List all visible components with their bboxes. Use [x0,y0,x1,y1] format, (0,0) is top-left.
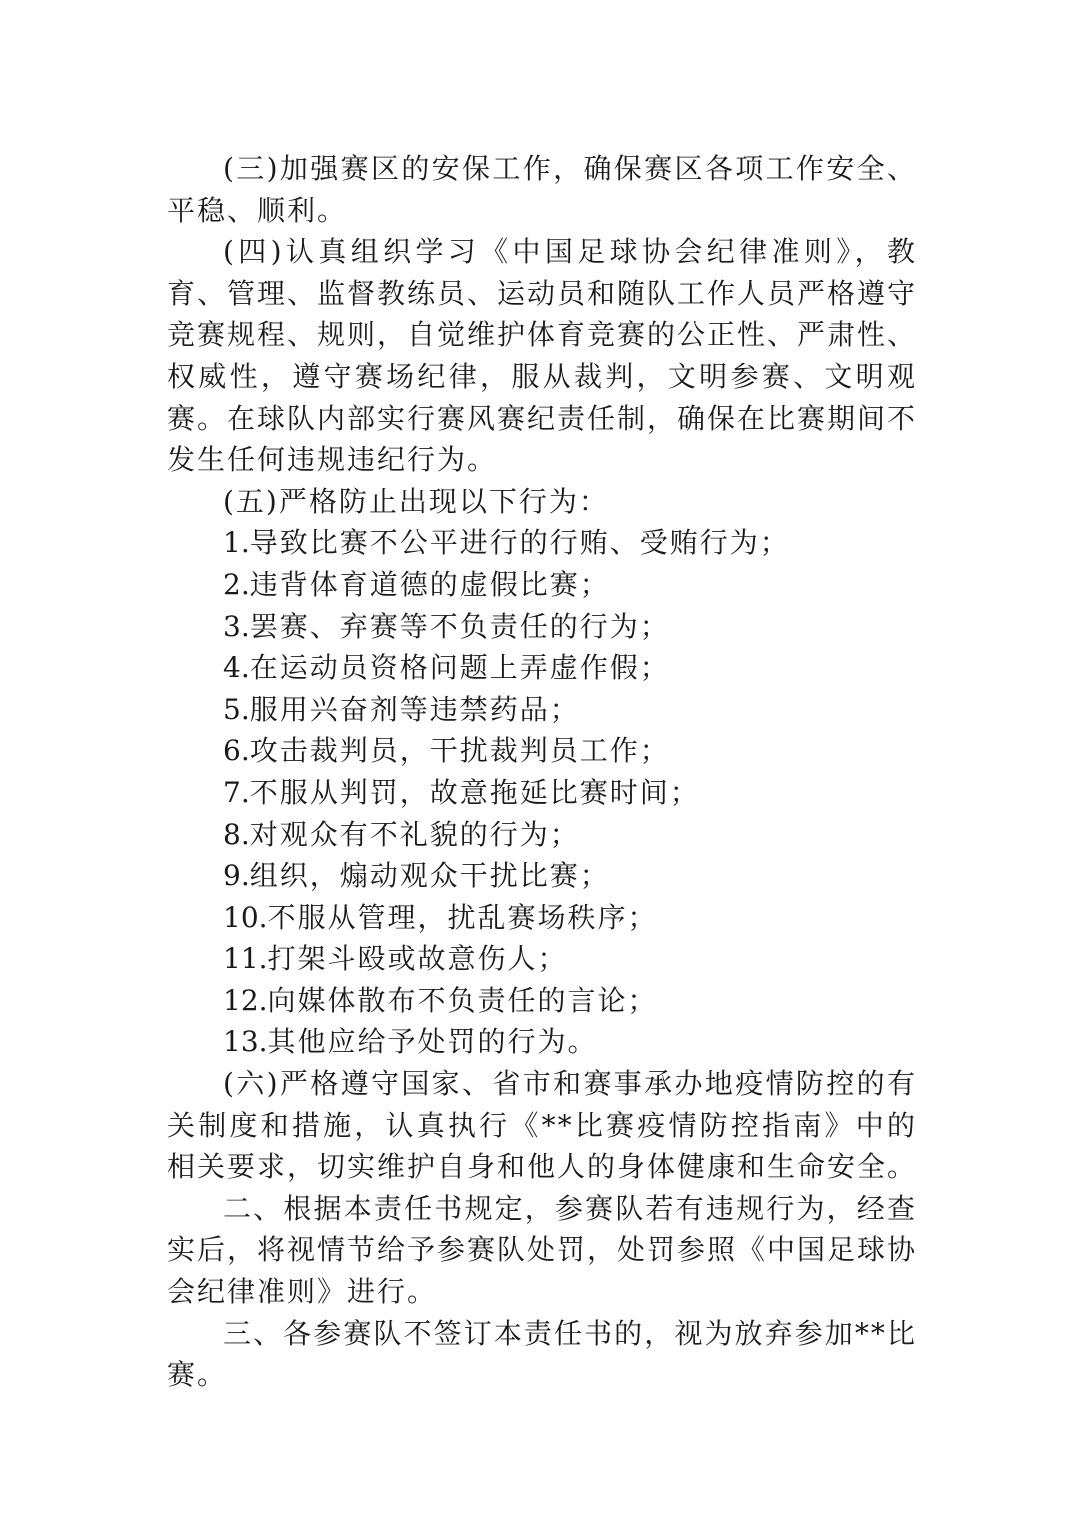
list-item-number: 4. [223,651,250,685]
paragraph-security: (三)加强赛区的安保工作，确保赛区各项工作安全、平稳、顺利。 [167,152,917,227]
list-item-number: 8. [223,817,250,851]
list-item-text: 在运动员资格问题上弄虚作假； [249,651,670,685]
list-item [167,980,917,1022]
list-item-number: 6. [223,734,250,768]
list-item-text: 向媒体散布不负责任的言论； [267,983,658,1017]
list-item-text: 导致比赛不公平进行的行贿、受贿行为； [249,526,790,560]
paragraph-discipline-study: (四)认真组织学习《中国足球协会纪律准则》，教育、管理、监督教练员、运动员和随队工作人员严格遵守竞赛规程、规则，自觉维护体育竞赛的公正性、严肃性、权威性，遵守赛场纪律，服从裁判，文明参赛、文明观赛。在球队内部实行赛风赛纪责任制，确保在比赛期间不发生任何违规违纪行为。 [167,235,918,477]
list-item-text: 攻击裁判员，干扰裁判员工作； [249,734,670,768]
paragraph-epidemic-control: (六)严格遵守国家、省市和赛事承办地疫情防控的有关制度和措施，认真执行《**比赛疫情防控指南》中的相关要求，切实维护自身和他人的身体健康和生命安全。 [167,1067,918,1184]
list-item-text: 不服从管理，扰乱赛场秩序； [267,900,658,934]
prohibited-list [167,522,917,1063]
list-item-text: 违背体育道德的虚假比赛； [249,567,610,601]
paragraph-signing-clause: 三、各参赛队不签订本责任书的，视为放弃参加**比赛。 [167,1316,917,1392]
document-body [167,148,917,1396]
list-item-text: 组织，煽动观众干扰比赛； [249,859,610,893]
list-item [167,689,917,731]
list-item-text: 服用兴奋剂等违禁药品； [249,692,580,726]
list-item-number: 3. [223,609,250,643]
list-item [167,606,917,648]
list-item-number: 7. [223,775,250,809]
list-item [167,772,917,814]
paragraph-penalty-clause: 二、根据本责任书规定，参赛队若有违规行为，经查实后，将视情节给予参赛队处罚，处罚参照《中国足球协会纪律准则》进行。 [167,1191,918,1309]
list-item [167,814,917,856]
list-item [167,522,917,564]
list-item [167,564,917,606]
list-item-number: 5. [223,692,250,726]
list-item [167,897,917,939]
list-item [167,938,917,980]
list-item-number: 9. [223,859,250,893]
list-item-text: 罢赛、弃赛等不负责任的行为； [249,609,670,643]
list-item-text: 其他应给予处罚的行为。 [267,1025,598,1059]
list-item-text: 不服从判罚，故意拖延比赛时间； [249,775,700,809]
list-item [167,647,917,689]
list-item [167,1021,917,1063]
list-item-number: 13. [223,1025,268,1059]
list-item [167,730,917,772]
list-item-number: 11. [223,942,268,976]
list-item-number: 1. [223,526,250,560]
list-item-number: 10. [223,900,268,934]
list-item [167,855,917,897]
list-item-number: 12. [223,983,268,1017]
list-item-text: 打架斗殴或故意伤人； [267,942,568,976]
paragraph-prohibited-intro: (五)严格防止出现以下行为： [223,484,609,518]
list-item-number: 2. [223,567,250,601]
list-item-text: 对观众有不礼貌的行为； [249,817,580,851]
